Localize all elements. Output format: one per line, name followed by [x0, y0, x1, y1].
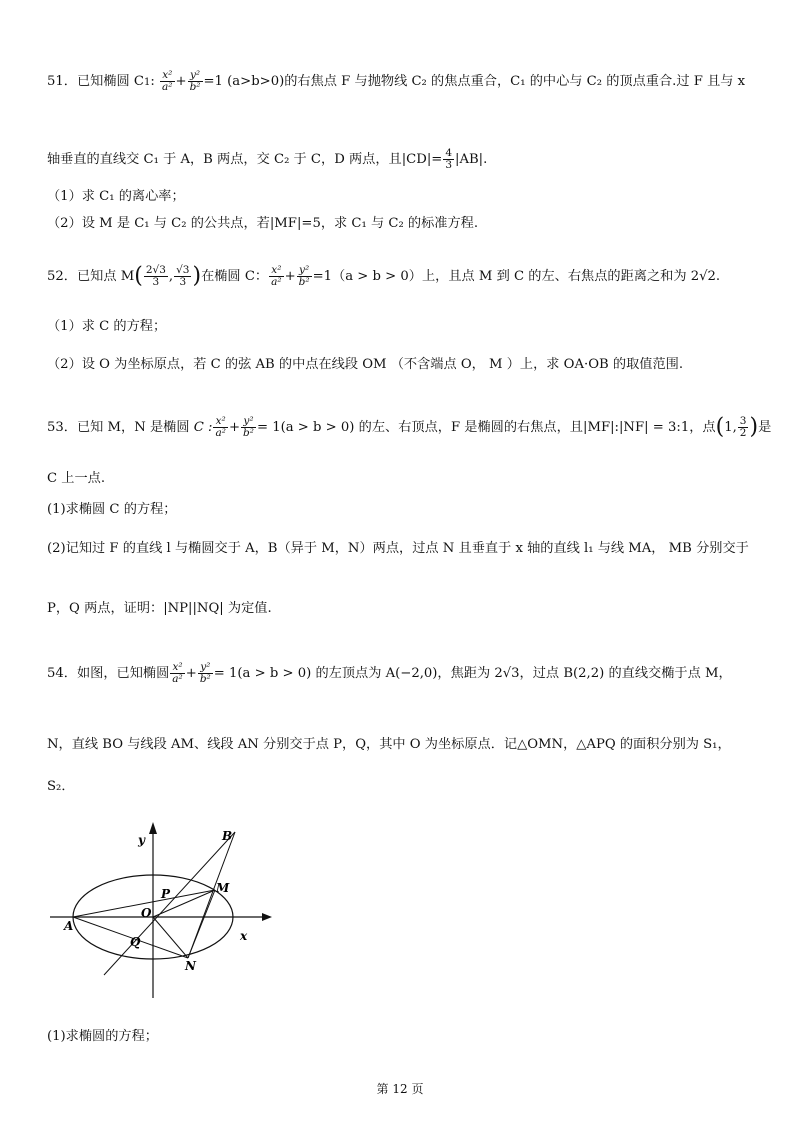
label-M: M — [216, 881, 230, 895]
label-Q: Q — [130, 935, 141, 949]
p51-line1-b: (a>b>0)的右焦点 F 与抛物线 C₂ 的焦点重合，C₁ 的中心与 C₂ 的顶点重合.过 F 且与 x — [227, 74, 746, 89]
p53-line2: C 上一点. — [47, 471, 106, 486]
label-y: y — [138, 833, 145, 847]
p51-q1: （1）求 C₁ 的离心率； — [47, 189, 185, 204]
p51-frac-x: $\frac{\text{x²}}{\text{a²}}$ — [162, 69, 173, 93]
label-N: N — [185, 959, 196, 973]
p52-q1: （1）求 C 的方程； — [47, 319, 167, 334]
p51-line1-a: 51．已知椭圆 C — [47, 74, 144, 89]
p51-frac-y: $\frac{\text{y²}}{\text{b²}}$ — [189, 69, 201, 93]
p53-line1: 53．已知 M，N 是椭圆 C : $\frac{\text{x²}}{\text{a²}}$ + $\frac{\text{y²}}{\text{b²}}$ = 1(a > b > 0) 的左、右顶点，F 是椭圆的右焦点，且|MF|:|NF| = 3:1，点(1, $\frac{3}{2}$ )是 — [47, 414, 772, 440]
p54-line3: S₂． — [47, 779, 75, 794]
p52-line1: 52．已知点 M( $\frac{2√3}{3}$ , $\frac{√3}{3}$ )在椭圆 C： $\frac{\text{x²}}{\text{a²}}$ + $\frac{\text{y²}}{\text{b²}}$ =1（a > b > 0）上，且点 M 到 C 的左、右焦点的距离之和为 2√2. — [47, 263, 721, 289]
ellipse-figure — [50, 820, 280, 1005]
p51-q2: （2）设 M 是 C₁ 与 C₂ 的公共点，若|MF|=5，求 C₁ 与 C₂ 的标准方程. — [47, 216, 479, 231]
p53-q1: (1)求椭圆 C 的方程； — [47, 502, 177, 517]
p51-line2: 轴垂直的直线交 C₁ 于 A，B 两点，交 C₂ 于 C，D 两点，且|CD|= $\frac{4}{3}$ |AB|. — [47, 147, 488, 171]
p52-q2: （2）设 O 为坐标原点，若 C 的弦 AB 的中点在线段 OM （不含端点 O， M ）上，求 OA·OB 的取值范围. — [47, 357, 684, 372]
label-x: x — [240, 929, 248, 943]
x-axis-arrow — [262, 913, 272, 921]
label-P: P — [161, 887, 171, 901]
p51-line1: 51．已知椭圆 C1: $\frac{\text{x²}}{\text{a²}}$ + $\frac{\text{y²}}{\text{b²}}$ =1 (a>b>0)的右焦点 F 与抛物线 C₂ 的焦点重合，C₁ 的中心与 C₂ 的顶点重合.过 F 且与 x — [47, 69, 746, 93]
p54-line2: N，直线 BO 与线段 AM、线段 AN 分别交于点 P，Q，其中 O 为坐标原点．记△OMN，△APQ 的面积分别为 S₁， — [47, 737, 731, 752]
label-B: B — [222, 829, 233, 843]
label-A: A — [64, 919, 74, 933]
p54-line1: 54．如图，已知椭圆 $\frac{\text{x²}}{\text{a²}}$ + $\frac{\text{y²}}{\text{b²}}$ = 1(a > b > 0) 的左顶点为 A(−2,0)，焦距为 2√3，过点 B(2,2) 的直线交椭于点 M， — [47, 661, 732, 685]
line-B-O — [104, 832, 235, 975]
p51-frac-4-3: $\frac{4}{3}$ — [445, 147, 453, 171]
page-number: 第 12 页 — [376, 1082, 424, 1096]
p53-q2b: P，Q 两点，证明：|NP||NQ| 为定值. — [47, 601, 272, 616]
label-O: O — [141, 906, 152, 920]
p54-q1: (1)求椭圆的方程； — [47, 1029, 158, 1044]
p53-q2: (2)记知过 F 的直线 l 与椭圆交于 A，B（异于 M，N）两点，过点 N 且垂直于 x 轴的直线 l₁ 与线 MA， MB 分别交于 — [47, 541, 749, 556]
y-axis-arrow — [149, 822, 157, 834]
